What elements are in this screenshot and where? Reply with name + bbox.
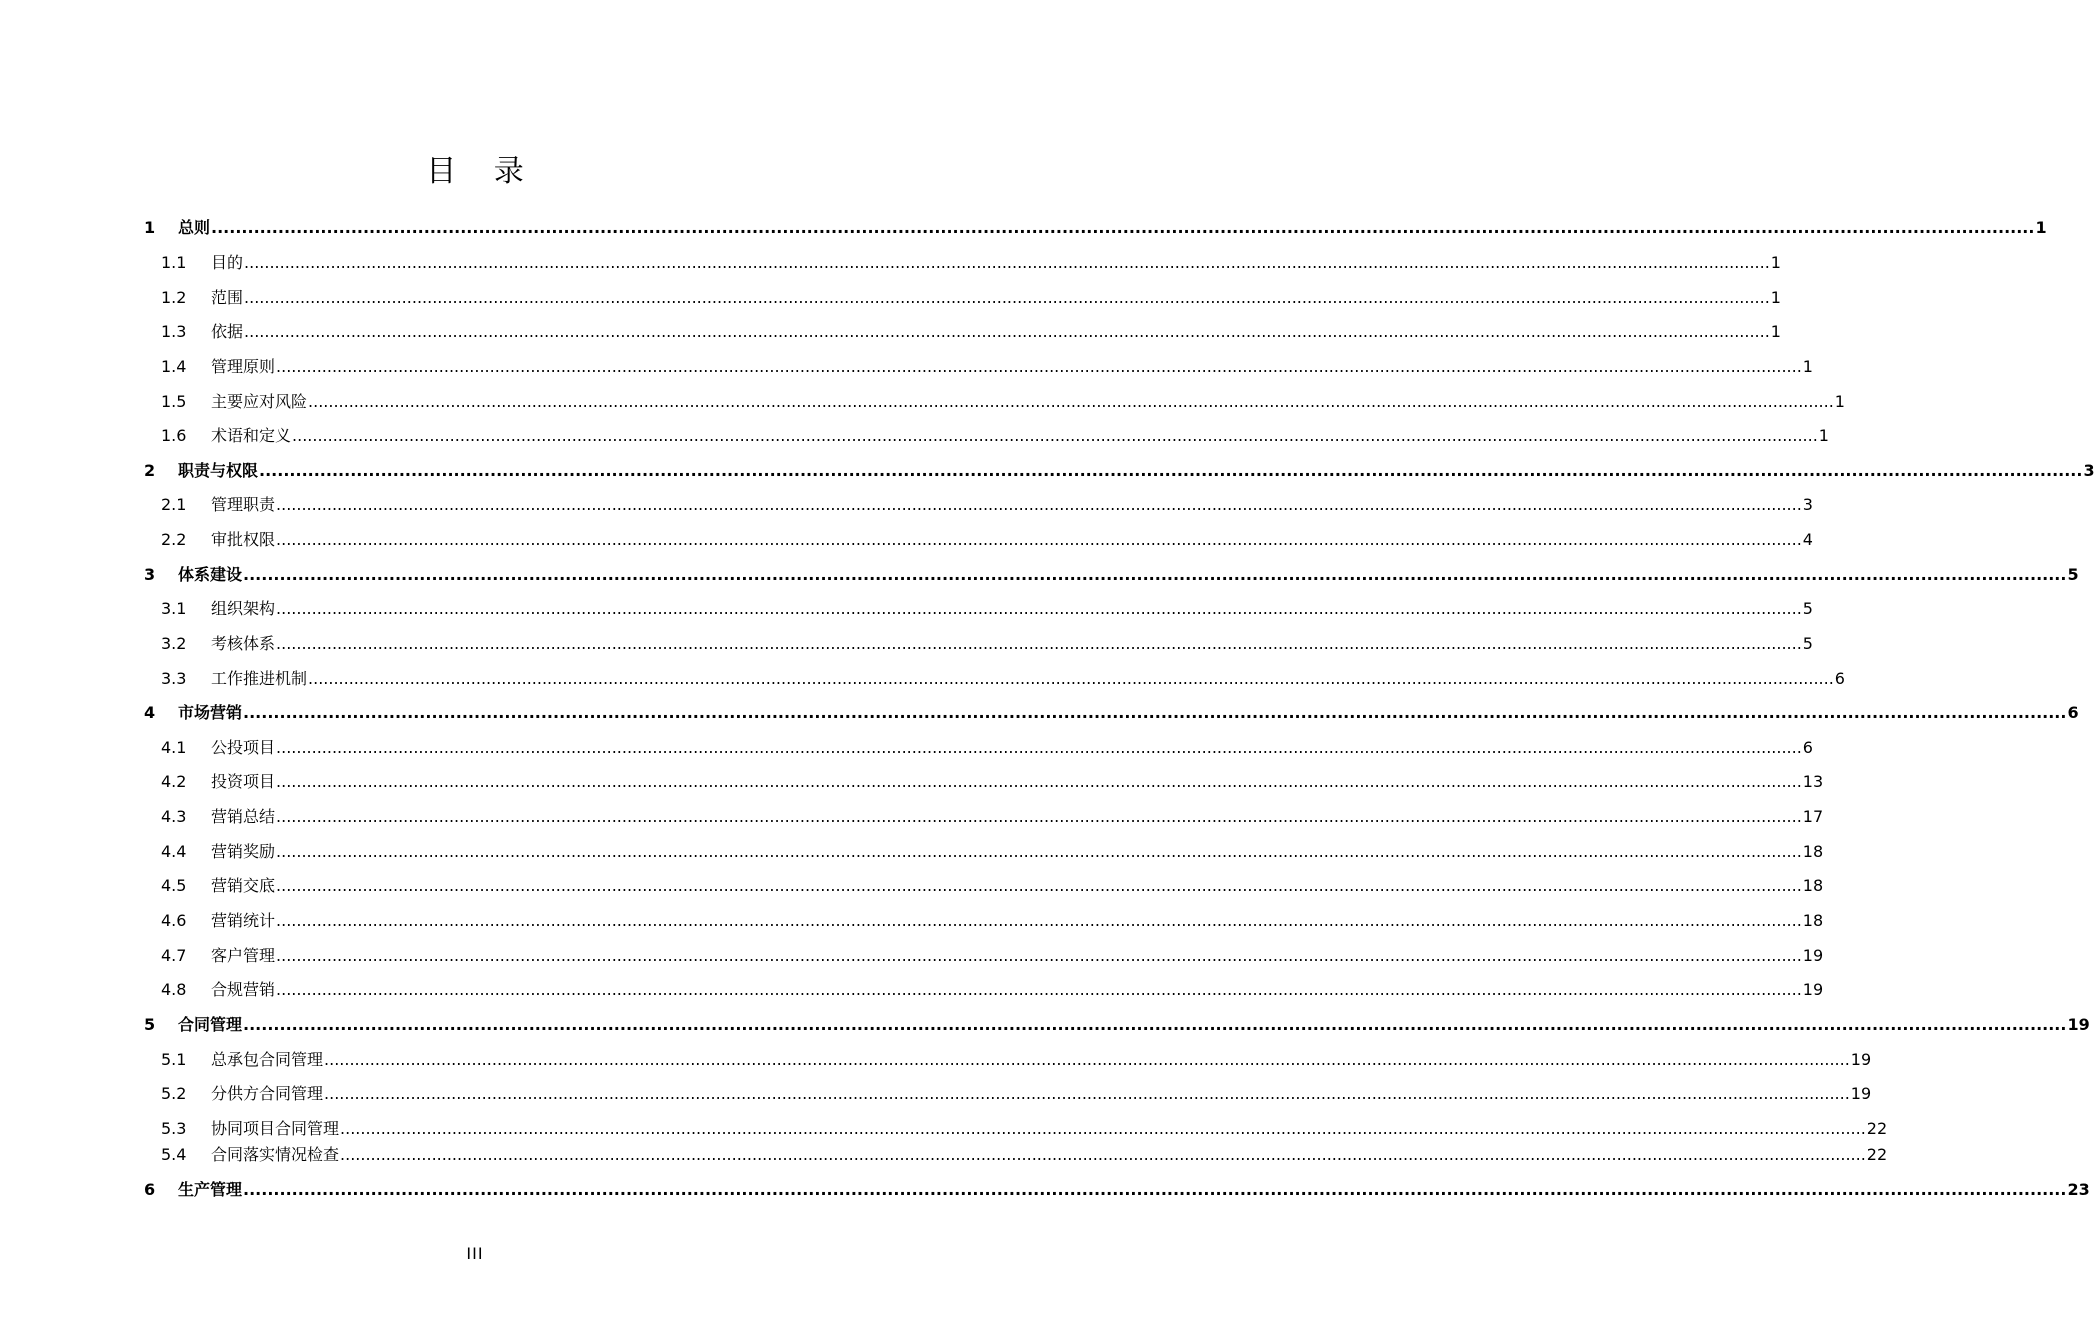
- page-number: III: [466, 1244, 484, 1263]
- toc-entry-label: 职责与权限: [178, 461, 259, 480]
- dot-leader: ............................................................................................................................................................................................................................................................................................................: [324, 1050, 1850, 1069]
- toc-entry-page: 18: [1802, 842, 1824, 861]
- toc-entry-page: 3: [2083, 461, 2095, 480]
- toc-entry[interactable]: [0, 909, 1824, 933]
- toc-entry[interactable]: [0, 840, 1824, 864]
- toc-entry-label: 工作推进机制: [211, 669, 308, 688]
- toc-entry-number: 4.8: [161, 980, 187, 999]
- toc-entry-label: 客户管理: [211, 946, 276, 965]
- toc-entry-label: 总则: [178, 218, 211, 237]
- toc-entry-page: 1: [1770, 253, 1781, 272]
- toc-entry[interactable]: [0, 874, 1824, 898]
- toc-entry-number: 1.3: [161, 322, 187, 341]
- toc-entry-number: 4.3: [161, 807, 187, 826]
- toc-entry-number: 6: [144, 1180, 156, 1199]
- toc-entry-page: 5: [1802, 599, 1813, 618]
- toc-entry-label: 协同项目合同管理: [211, 1119, 340, 1138]
- toc-entry-number: 4.5: [161, 876, 187, 895]
- toc-entry[interactable]: [0, 1143, 1888, 1167]
- toc-entry-number: 4.1: [161, 738, 187, 757]
- dot-leader: ............................................................................................................................................................................................................................................................................................................: [324, 1084, 1850, 1103]
- toc-entry-number: 1.4: [161, 357, 187, 376]
- toc-entry[interactable]: [0, 459, 2095, 483]
- toc-entry-number: 2: [144, 461, 156, 480]
- toc-entry-page: 5: [1802, 634, 1813, 653]
- toc-entry[interactable]: [0, 1048, 1872, 1072]
- dot-leader: ............................................................................................................................................................................................................................................................................................................: [259, 461, 2083, 480]
- toc-entry[interactable]: [0, 563, 2079, 587]
- toc-entry-page: 1: [1770, 322, 1781, 341]
- toc-entry-number: 1.1: [161, 253, 187, 272]
- toc-entry[interactable]: [0, 1117, 1888, 1141]
- toc-entry-label: 总承包合同管理: [211, 1050, 324, 1069]
- toc-entry-label: 依据: [211, 322, 244, 341]
- toc-entry-label: 市场营销: [178, 703, 243, 722]
- toc-entry[interactable]: [0, 667, 1845, 691]
- toc-entry[interactable]: [0, 1082, 1872, 1106]
- toc-entry-label: 考核体系: [211, 634, 276, 653]
- toc-entry-label: 范围: [211, 288, 244, 307]
- dot-leader: ............................................................................................................................................................................................................................................................................................................: [276, 876, 1802, 895]
- toc-entry-number: 4.6: [161, 911, 187, 930]
- dot-leader: ............................................................................................................................................................................................................................................................................................................: [308, 392, 1834, 411]
- toc-entry-label: 术语和定义: [211, 426, 292, 445]
- toc-entry-label: 营销奖励: [211, 842, 276, 861]
- toc-entry-label: 公投项目: [211, 738, 276, 757]
- dot-leader: ............................................................................................................................................................................................................................................................................................................: [276, 980, 1802, 999]
- toc-entry[interactable]: [0, 424, 1829, 448]
- toc-entry[interactable]: [0, 632, 1813, 656]
- toc-entry[interactable]: [0, 320, 1781, 344]
- dot-leader: ............................................................................................................................................................................................................................................................................................................: [276, 807, 1802, 826]
- toc-entry-number: 5.1: [161, 1050, 187, 1069]
- toc-entry[interactable]: [0, 528, 1813, 552]
- toc-title: 目 录: [426, 154, 538, 189]
- dot-leader: ............................................................................................................................................................................................................................................................................................................: [308, 669, 1834, 688]
- toc-entry[interactable]: [0, 978, 1824, 1002]
- toc-entry-label: 营销统计: [211, 911, 276, 930]
- toc-entry[interactable]: [0, 390, 1845, 414]
- toc-entry-label: 生产管理: [178, 1180, 243, 1199]
- toc-entry-page: 1: [2035, 218, 2047, 237]
- dot-leader: ............................................................................................................................................................................................................................................................................................................: [276, 772, 1802, 791]
- dot-leader: ............................................................................................................................................................................................................................................................................................................: [276, 495, 1802, 514]
- toc-entry[interactable]: [0, 251, 1781, 275]
- toc-entry-label: 营销交底: [211, 876, 276, 895]
- dot-leader: ............................................................................................................................................................................................................................................................................................................: [243, 1015, 2067, 1034]
- toc-entry[interactable]: [0, 1013, 2090, 1037]
- toc-entry-number: 4: [144, 703, 156, 722]
- toc-entry[interactable]: [0, 944, 1824, 968]
- toc-entry-page: 19: [1850, 1084, 1872, 1103]
- toc-entry-page: 1: [1818, 426, 1829, 445]
- dot-leader: ............................................................................................................................................................................................................................................................................................................: [276, 599, 1802, 618]
- toc-entry-number: 5: [144, 1015, 156, 1034]
- toc-entry-page: 18: [1802, 911, 1824, 930]
- toc-entry-label: 目的: [211, 253, 244, 272]
- toc-entry-page: 19: [1850, 1050, 1872, 1069]
- toc-entry-page: 23: [2067, 1180, 2090, 1199]
- toc-entry[interactable]: [0, 216, 2047, 240]
- toc-entry[interactable]: [0, 493, 1813, 517]
- toc-entry-page: 1: [1834, 392, 1845, 411]
- toc-entry-label: 投资项目: [211, 772, 276, 791]
- toc-entry-page: 13: [1802, 772, 1824, 791]
- toc-entry-label: 审批权限: [211, 530, 276, 549]
- toc-entry-label: 合同管理: [178, 1015, 243, 1034]
- toc-entry-label: 分供方合同管理: [211, 1084, 324, 1103]
- dot-leader: ............................................................................................................................................................................................................................................................................................................: [276, 738, 1802, 757]
- dot-leader: ............................................................................................................................................................................................................................................................................................................: [276, 357, 1802, 376]
- toc-entry-number: 1.2: [161, 288, 187, 307]
- toc-entry-number: 4.2: [161, 772, 187, 791]
- toc-entry-page: 19: [2067, 1015, 2090, 1034]
- dot-leader: ............................................................................................................................................................................................................................................................................................................: [243, 703, 2067, 722]
- dot-leader: ............................................................................................................................................................................................................................................................................................................: [243, 565, 2067, 584]
- toc-entry-number: 4.4: [161, 842, 187, 861]
- dot-leader: ............................................................................................................................................................................................................................................................................................................: [276, 911, 1802, 930]
- toc-entry-page: 18: [1802, 876, 1824, 895]
- dot-leader: ............................................................................................................................................................................................................................................................................................................: [276, 946, 1802, 965]
- dot-leader: ............................................................................................................................................................................................................................................................................................................: [244, 288, 1770, 307]
- toc-entry-number: 5.3: [161, 1119, 187, 1138]
- dot-leader: ............................................................................................................................................................................................................................................................................................................: [243, 1180, 2067, 1199]
- toc-entry[interactable]: [0, 1178, 2090, 1202]
- toc-entry-number: 3.1: [161, 599, 187, 618]
- toc-entry-page: 19: [1802, 980, 1824, 999]
- toc-entry-page: 22: [1866, 1145, 1888, 1164]
- toc-entry-number: 1.5: [161, 392, 187, 411]
- toc-entry[interactable]: [0, 736, 1813, 760]
- dot-leader: ............................................................................................................................................................................................................................................................................................................: [276, 842, 1802, 861]
- toc-entry[interactable]: [0, 701, 2079, 725]
- toc-entry-number: 2.1: [161, 495, 187, 514]
- toc-entry-page: 19: [1802, 946, 1824, 965]
- toc-entry-page: 22: [1866, 1119, 1888, 1138]
- toc-entry-page: 17: [1802, 807, 1824, 826]
- toc-entry-page: 6: [2067, 703, 2079, 722]
- toc-entry-label: 管理职责: [211, 495, 276, 514]
- toc-entry-number: 4.7: [161, 946, 187, 965]
- toc-entry-page: 5: [2067, 565, 2079, 584]
- dot-leader: ............................................................................................................................................................................................................................................................................................................: [276, 634, 1802, 653]
- dot-leader: ............................................................................................................................................................................................................................................................................................................: [276, 530, 1802, 549]
- toc-entry-number: 1.6: [161, 426, 187, 445]
- toc-entry-number: 1: [144, 218, 156, 237]
- dot-leader: ............................................................................................................................................................................................................................................................................................................: [244, 253, 1770, 272]
- dot-leader: ............................................................................................................................................................................................................................................................................................................: [292, 426, 1818, 445]
- toc-entry[interactable]: [0, 805, 1824, 829]
- toc-entry-label: 管理原则: [211, 357, 276, 376]
- toc-entry-page: 6: [1834, 669, 1845, 688]
- toc-entry-label: 合同落实情况检查: [211, 1145, 340, 1164]
- toc-entry-page: 4: [1802, 530, 1813, 549]
- toc-entry-label: 体系建设: [178, 565, 243, 584]
- toc-entry-page: 1: [1802, 357, 1813, 376]
- toc-entry[interactable]: [0, 770, 1824, 794]
- toc-entry-page: 1: [1770, 288, 1781, 307]
- toc-entry[interactable]: [0, 355, 1813, 379]
- toc-entry-number: 3.2: [161, 634, 187, 653]
- dot-leader: ............................................................................................................................................................................................................................................................................................................: [211, 218, 2035, 237]
- toc-entry-label: 主要应对风险: [211, 392, 308, 411]
- toc-entry-page: 3: [1802, 495, 1813, 514]
- dot-leader: ............................................................................................................................................................................................................................................................................................................: [340, 1119, 1866, 1138]
- toc-entry-page: 6: [1802, 738, 1813, 757]
- toc-entry-label: 组织架构: [211, 599, 276, 618]
- toc-entry[interactable]: [0, 286, 1781, 310]
- toc-entry-label: 合规营销: [211, 980, 276, 999]
- toc-entry-number: 3: [144, 565, 156, 584]
- toc-entry[interactable]: [0, 597, 1813, 621]
- toc-entry-number: 5.2: [161, 1084, 187, 1103]
- toc-entry-number: 2.2: [161, 530, 187, 549]
- dot-leader: ............................................................................................................................................................................................................................................................................................................: [340, 1145, 1866, 1164]
- toc-entry-number: 3.3: [161, 669, 187, 688]
- toc-entry-label: 营销总结: [211, 807, 276, 826]
- dot-leader: ............................................................................................................................................................................................................................................................................................................: [244, 322, 1770, 341]
- toc-entry-number: 5.4: [161, 1145, 187, 1164]
